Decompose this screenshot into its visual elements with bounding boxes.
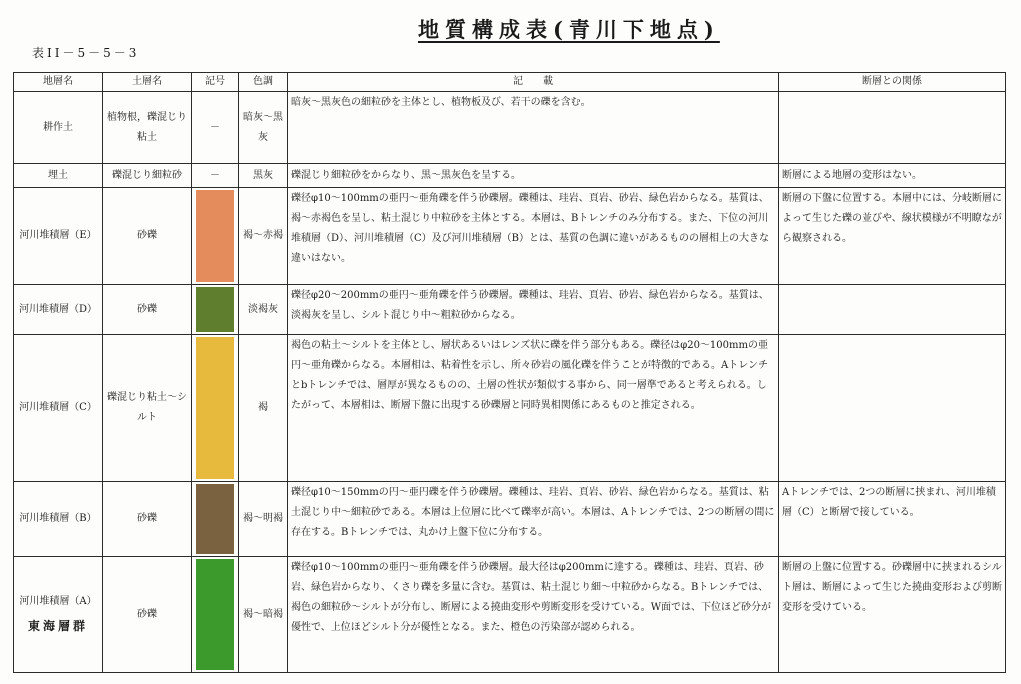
table-row (14, 335, 1006, 482)
color-swatch (196, 287, 234, 332)
header-color: 色調 (239, 73, 288, 92)
table-row (14, 164, 1006, 188)
header-symbol: 記号 (192, 73, 239, 92)
fault-relation (779, 285, 1006, 335)
color-swatch (196, 337, 234, 479)
soil-name: 植物根，礫混じり粘土 (103, 92, 192, 164)
color-tone: 褐～暗褐 (239, 557, 288, 673)
description: 礫径φ20～200mmの亜円～亜角礫を伴う砂礫層。礫種は、珪岩、頁岩、砂岩、緑色岩からなる。基質は、淡褐灰を呈し、シルト混じり中～粗粒砂からなる。 (288, 285, 779, 335)
table-row (14, 285, 1006, 335)
symbol-cell (192, 557, 239, 673)
color-tone: 黒灰 (239, 164, 288, 188)
header-row (14, 73, 1006, 92)
table-number: 表II－5－5－3 (32, 46, 140, 60)
color-swatch (196, 190, 234, 282)
soil-name: 砂礫 (103, 557, 192, 673)
stratum-name: 河川堆積層（D） (14, 285, 103, 335)
fault-relation (779, 92, 1006, 164)
stratum-name: 耕作土 (14, 92, 103, 164)
color-tone: 褐～明褐 (239, 482, 288, 557)
table-row (14, 92, 1006, 164)
header-description: 記 載 (288, 73, 779, 92)
soil-name: 礫混じり細粒砂 (103, 164, 192, 188)
description: 礫径φ10～150mmの円～亜円礫を伴う砂礫層。礫種は、珪岩、頁岩、砂岩、緑色岩からなる。基質は、粘土混じり中～細粒砂である。本層は上位層に比べて礫率が高い。本層は、Aトレンチでは、2つの断層の間に存在する。Bトレンチでは、丸かけ上盤下位に分布する。 (288, 482, 779, 557)
fault-relation: 断層の下盤に位置する。本層中には、分岐断層によって生じた礫の並びや、線状模様が不明瞭ながら観察される。 (779, 188, 1006, 285)
header-soil: 土層名 (103, 73, 192, 92)
description: 褐色の粘土～シルトを主体とし、層状あるいはレンズ状に礫を伴う部分もある。礫径はφ20～100mmの亜円～亜角礫からなる。本層相は、粘着性を示し、所々砂岩の風化礫を伴うことが特徴的である。Aトレンチとbトレンチでは、層厚が異なるものの、土層の性状が類似する事から、同一層準であると考えられる。したがって、本層相は、断層下盤に出現する砂礫層と同時異相関係にあるものと推定される。 (288, 335, 779, 482)
description: 礫径φ10～100mmの亜円～亜角礫を伴う砂礫層。最大径はφ200mmに達する。礫種は、珪岩、頁岩、砂岩、緑色岩からなり、くさり礫を多量に含む。基質は、粘土混じり細～中粒砂からなる。Bトレンチでは、褐色の細粒砂～シルトが分布し、断層による撓曲変形や剪断変形を受けている。W面では、下位ほど砂分が優性で、上位ほどシルト分が優性となる。また、橙色の汚染部が認められる。 (288, 557, 779, 673)
stratum-group-stamp: 東海層群 (27, 618, 88, 633)
symbol-cell (192, 482, 239, 557)
color-tone: 褐～赤褐 (239, 188, 288, 285)
fault-relation: 断層による地層の変形はない。 (779, 164, 1006, 188)
stratum-name (14, 557, 103, 673)
fault-relation (779, 335, 1006, 482)
soil-name: 砂礫 (103, 482, 192, 557)
stratum-label: 河川堆積層（A） (19, 595, 97, 607)
fault-relation: 断層の上盤に位置する。砂礫層中に挟まれるシルト層は、断層によって生じた撓曲変形および剪断変形を受けている。 (779, 557, 1006, 673)
color-tone: 淡褐灰 (239, 285, 288, 335)
fault-relation: Aトレンチでは、2つの断層に挟まれ、河川堆積層（C）と断層で接している。 (779, 482, 1006, 557)
soil-name: 礫混じり粘土～シルト (103, 335, 192, 482)
symbol-cell: － (192, 164, 239, 188)
geology-table (13, 72, 1006, 673)
soil-name: 砂礫 (103, 188, 192, 285)
stratum-name: 埋土 (14, 164, 103, 188)
table-row (14, 557, 1006, 673)
color-swatch (196, 559, 234, 670)
stratum-name: 河川堆積層（C） (14, 335, 103, 482)
header-fault-relation: 断層との関係 (779, 73, 1006, 92)
description: 礫径φ10～100mmの亜円～亜角礫を伴う砂礫層。礫種は、珪岩、頁岩、砂岩、緑色岩からなる。基質は、褐～赤褐色を呈し、粘土混じり中粒砂を主体とする。本層は、Bトレンチのみ分布する。また、下位の河川堆積層（D）、河川堆積層（C）及び河川堆積層（B）とは、基質の色調に違いがあるものの層相上の大きな違いはない。 (288, 188, 779, 285)
color-tone: 暗灰～黒灰 (239, 92, 288, 164)
page-title: 地質構成表(青川下地点) (418, 17, 720, 42)
description: 礫混じり細粒砂をからなり、黒～黒灰色を呈する。 (288, 164, 779, 188)
symbol-cell (192, 335, 239, 482)
header-stratum: 地層名 (14, 73, 103, 92)
stratum-name: 河川堆積層（E） (14, 188, 103, 285)
symbol-cell (192, 285, 239, 335)
symbol-cell (192, 188, 239, 285)
table-row (14, 188, 1006, 285)
symbol-cell: － (192, 92, 239, 164)
soil-name: 砂礫 (103, 285, 192, 335)
description: 暗灰～黒灰色の細粒砂を主体とし、植物板及び、若干の礫を含む。 (288, 92, 779, 164)
stratum-name: 河川堆積層（B） (14, 482, 103, 557)
table-row (14, 482, 1006, 557)
color-tone: 褐 (239, 335, 288, 482)
color-swatch (196, 484, 234, 554)
